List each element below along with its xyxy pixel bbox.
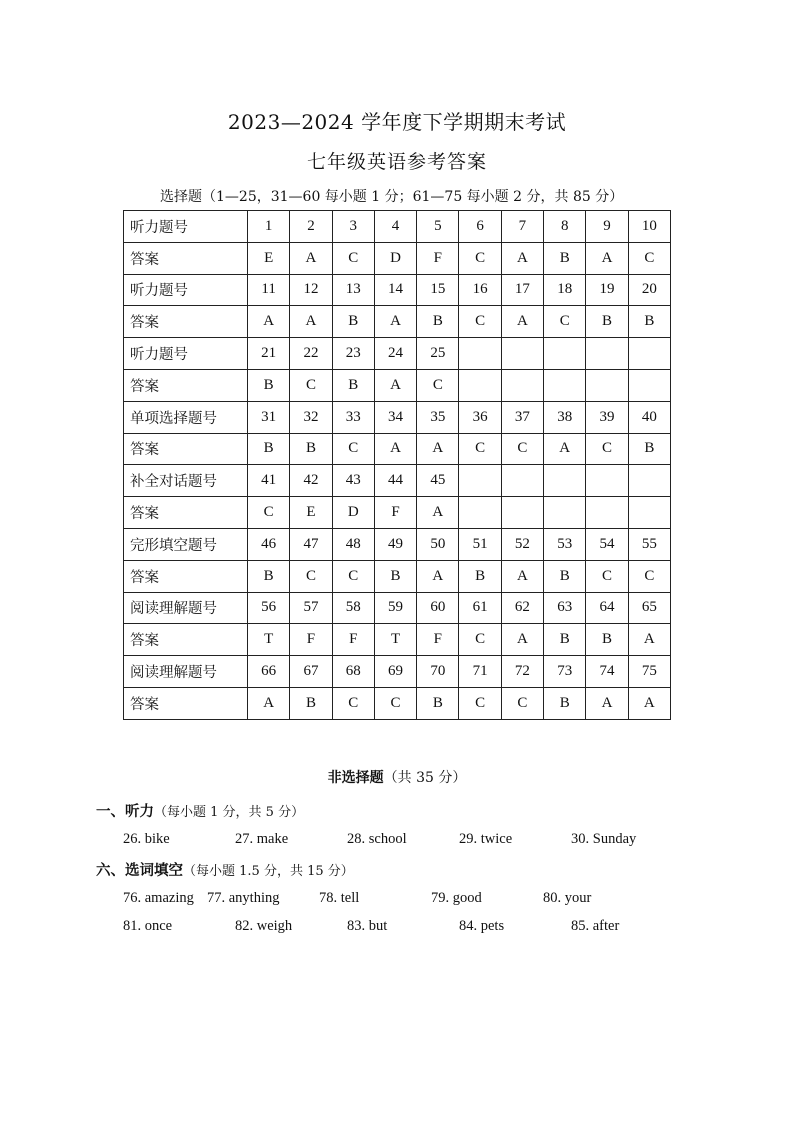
answer-letter-row [124,560,671,592]
question-number-cell: 12 [290,274,332,306]
question-number-row [124,274,671,306]
answer-cell: C [332,242,374,274]
question-number-cell: 67 [290,656,332,688]
question-number-cell: 24 [374,338,416,370]
question-number-cell: 17 [501,274,543,306]
question-number-cell: 32 [290,401,332,433]
question-number-cell [628,465,670,497]
question-number-cell: 18 [544,274,586,306]
answer-cell: C [459,306,501,338]
question-number-cell [586,465,628,497]
question-number-cell: 46 [248,528,290,560]
question-number-cell: 43 [332,465,374,497]
answer-cell: F [332,624,374,656]
answer-cell: F [374,497,416,529]
answer-item: 29. twice [459,831,513,847]
question-number-cell: 25 [417,338,459,370]
answer-cell: A [248,687,290,719]
answer-item: 27. make [235,831,289,847]
question-number-cell [628,338,670,370]
answer-letter-row [124,369,671,401]
answer-cell: B [586,306,628,338]
answer-cell: B [248,433,290,465]
question-number-cell: 22 [290,338,332,370]
answer-cell: B [332,306,374,338]
question-number-cell: 10 [628,211,670,243]
answer-item: 79. good [431,890,482,906]
answer-cell: C [459,242,501,274]
answer-cell: F [417,624,459,656]
question-number-cell: 8 [544,211,586,243]
question-number-cell: 62 [501,592,543,624]
answer-cell: C [290,560,332,592]
row-label: 补全对话题号 [124,465,248,497]
answer-cell: C [586,433,628,465]
non-mc-heading-note: （共 35 分） [383,770,467,786]
row-label: 听力题号 [124,274,248,306]
question-number-cell: 55 [628,528,670,560]
answer-cell: A [248,306,290,338]
answer-item: 82. weigh [235,918,293,934]
question-number-cell: 44 [374,465,416,497]
question-number-cell: 49 [374,528,416,560]
question-number-cell: 58 [332,592,374,624]
answer-cell: E [290,497,332,529]
answer-cell: A [374,433,416,465]
question-number-row [124,211,671,243]
answer-cell [544,369,586,401]
answer-cell: B [374,560,416,592]
question-number-cell: 39 [586,401,628,433]
question-number-row [124,656,671,688]
answer-cell [459,369,501,401]
question-number-cell: 9 [586,211,628,243]
answer-letter-row [124,497,671,529]
multiple-choice-heading: 选择题（1—25，31—60 每小题 1 分；61—75 每小题 2 分，共 85 分） [160,189,624,205]
question-number-cell [459,338,501,370]
answer-cell: T [374,624,416,656]
question-number-cell [501,465,543,497]
answer-cell [586,497,628,529]
answer-item: 85. after [571,918,620,934]
question-number-cell: 13 [332,274,374,306]
section-note: （每小题 1 分，共 5 分） [154,805,305,820]
question-number-cell: 41 [248,465,290,497]
question-number-cell: 73 [544,656,586,688]
answer-cell: C [459,687,501,719]
question-number-cell [544,338,586,370]
section-title: 六、选词填空 [96,863,183,879]
answer-cell: A [628,687,670,719]
question-number-cell: 20 [628,274,670,306]
answer-item: 26. bike [123,831,170,847]
answer-cell: C [290,369,332,401]
row-label: 阅读理解题号 [124,592,248,624]
row-label: 答案 [124,242,248,274]
answer-item: 78. tell [319,890,360,906]
answer-cell: C [332,433,374,465]
answer-item: 80. your [543,890,592,906]
row-label: 答案 [124,624,248,656]
answer-cell: B [290,687,332,719]
answer-item: 28. school [347,831,407,847]
answer-cell: B [628,306,670,338]
answer-cell: B [248,560,290,592]
question-number-row [124,592,671,624]
answer-cell: D [374,242,416,274]
answer-cell: C [628,560,670,592]
answer-cell: A [290,306,332,338]
answer-cell: C [459,624,501,656]
question-number-cell [544,465,586,497]
answer-item: 30. Sunday [571,831,637,847]
answer-cell: C [459,433,501,465]
question-number-cell: 75 [628,656,670,688]
question-number-cell: 15 [417,274,459,306]
question-number-cell: 53 [544,528,586,560]
question-number-cell: 19 [586,274,628,306]
answer-cell: C [544,306,586,338]
answer-cell: B [544,624,586,656]
answer-item: 77. anything [207,890,280,906]
question-number-cell: 16 [459,274,501,306]
section-word-fill-heading [96,859,354,880]
question-number-cell: 35 [417,401,459,433]
answer-cell: A [417,560,459,592]
question-number-cell: 31 [248,401,290,433]
answer-cell: B [417,306,459,338]
answer-cell: C [248,497,290,529]
answer-cell: C [501,687,543,719]
answer-key-table [123,210,671,720]
answer-item: 84. pets [459,918,505,934]
answer-cell: C [374,687,416,719]
question-number-cell: 6 [459,211,501,243]
row-label: 答案 [124,369,248,401]
question-number-row [124,401,671,433]
question-number-cell: 51 [459,528,501,560]
question-number-cell: 63 [544,592,586,624]
question-number-row [124,465,671,497]
answer-cell: B [628,433,670,465]
answer-cell: A [374,306,416,338]
answer-cell: A [374,369,416,401]
row-label: 答案 [124,306,248,338]
question-number-cell: 59 [374,592,416,624]
answer-cell: F [290,624,332,656]
answer-item: 81. once [123,918,173,934]
question-number-cell: 71 [459,656,501,688]
answer-cell: E [248,242,290,274]
question-number-cell [586,338,628,370]
question-number-cell: 37 [501,401,543,433]
answer-cell: B [544,242,586,274]
answer-cell: B [586,624,628,656]
answer-item: 83. but [347,918,388,934]
answer-cell: B [544,687,586,719]
question-number-cell: 42 [290,465,332,497]
answer-letter-row [124,624,671,656]
answer-cell: B [417,687,459,719]
answer-letter-row [124,687,671,719]
section-title: 一、听力 [96,804,154,820]
question-number-cell: 74 [586,656,628,688]
question-number-cell: 45 [417,465,459,497]
answer-letter-row [124,242,671,274]
answer-letter-row [124,433,671,465]
row-label: 听力题号 [124,338,248,370]
answer-letter-row [124,306,671,338]
section-note: （每小题 1.5 分，共 15 分） [183,864,354,879]
question-number-cell: 11 [248,274,290,306]
row-label: 听力题号 [124,211,248,243]
answer-cell: F [417,242,459,274]
answer-cell: T [248,624,290,656]
question-number-row [124,338,671,370]
answer-cell: B [290,433,332,465]
document-subtitle: 七年级英语参考答案 [306,151,487,173]
question-number-row [124,528,671,560]
row-label: 答案 [124,497,248,529]
answer-cell: A [501,624,543,656]
answer-cell: B [544,560,586,592]
question-number-cell: 72 [501,656,543,688]
question-number-cell: 1 [248,211,290,243]
question-number-cell [459,465,501,497]
answer-cell: A [501,242,543,274]
answer-cell [501,369,543,401]
question-number-cell: 4 [374,211,416,243]
row-label: 单项选择题号 [124,401,248,433]
question-number-cell: 64 [586,592,628,624]
answer-cell: A [501,306,543,338]
question-number-cell: 61 [459,592,501,624]
question-number-cell: 7 [501,211,543,243]
answer-cell: A [586,687,628,719]
answer-cell [459,497,501,529]
question-number-cell: 21 [248,338,290,370]
answer-cell: C [586,560,628,592]
row-label: 阅读理解题号 [124,656,248,688]
question-number-cell: 2 [290,211,332,243]
question-number-cell: 38 [544,401,586,433]
answer-cell: A [290,242,332,274]
answer-cell: B [248,369,290,401]
answer-cell: A [501,560,543,592]
question-number-cell: 66 [248,656,290,688]
question-number-cell: 34 [374,401,416,433]
row-label: 答案 [124,433,248,465]
answer-cell: C [332,560,374,592]
question-number-cell: 54 [586,528,628,560]
answer-item: 76. amazing [123,890,194,906]
answer-cell [544,497,586,529]
answer-cell: C [501,433,543,465]
answer-cell [628,369,670,401]
document-title: 2023—2024 学年度下学期期末考试 [227,110,567,134]
question-number-cell: 23 [332,338,374,370]
question-number-cell: 50 [417,528,459,560]
answer-cell: A [586,242,628,274]
question-number-cell: 48 [332,528,374,560]
answer-cell: C [332,687,374,719]
answer-cell: B [459,560,501,592]
answer-cell: A [417,497,459,529]
question-number-cell: 56 [248,592,290,624]
question-number-cell: 33 [332,401,374,433]
question-number-cell: 69 [374,656,416,688]
question-number-cell: 68 [332,656,374,688]
answer-cell: A [544,433,586,465]
question-number-cell: 36 [459,401,501,433]
question-number-cell: 3 [332,211,374,243]
question-number-cell: 5 [417,211,459,243]
non-multiple-choice-heading [0,767,794,787]
question-number-cell: 52 [501,528,543,560]
question-number-cell: 57 [290,592,332,624]
question-number-cell: 65 [628,592,670,624]
answer-cell [586,369,628,401]
question-number-cell: 70 [417,656,459,688]
question-number-cell: 14 [374,274,416,306]
section-listening-heading [96,800,304,821]
non-mc-heading-title: 非选择题 [327,770,384,786]
row-label: 答案 [124,687,248,719]
row-label: 答案 [124,560,248,592]
question-number-cell: 60 [417,592,459,624]
question-number-cell: 47 [290,528,332,560]
answer-cell [501,497,543,529]
answer-cell: D [332,497,374,529]
answer-cell [628,497,670,529]
row-label: 完形填空题号 [124,528,248,560]
answer-cell: A [417,433,459,465]
answer-cell: A [628,624,670,656]
question-number-cell [501,338,543,370]
answer-cell: B [332,369,374,401]
answer-cell: C [628,242,670,274]
answer-cell: C [417,369,459,401]
question-number-cell: 40 [628,401,670,433]
